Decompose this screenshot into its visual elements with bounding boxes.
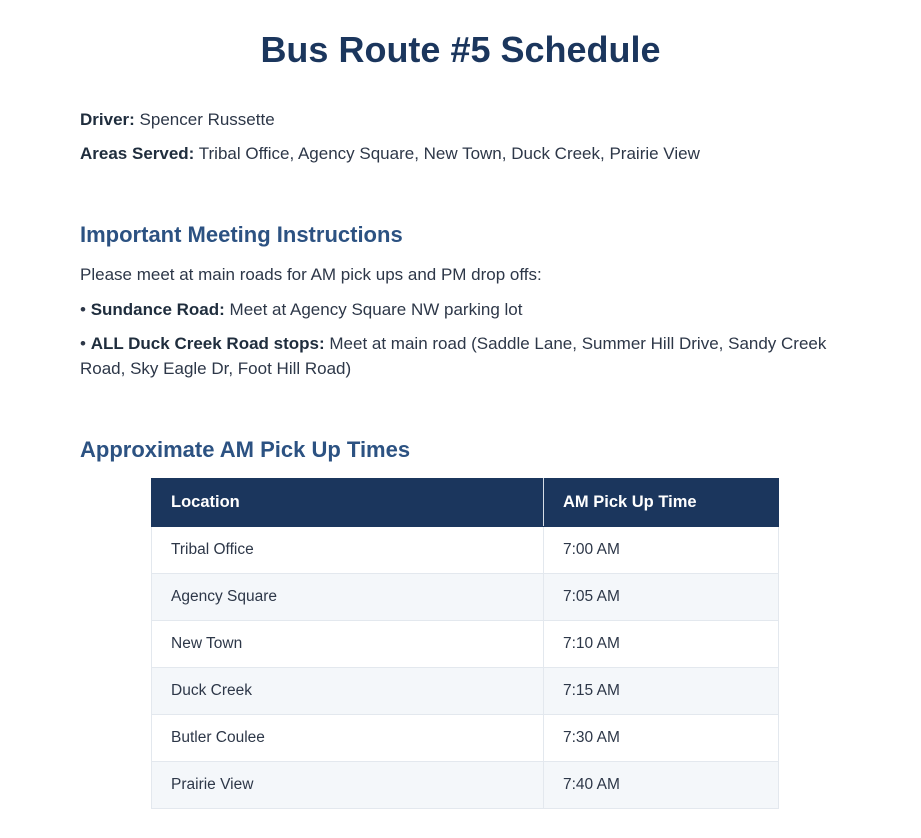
location-cell: Agency Square (152, 574, 544, 621)
pickup-schedule-table (151, 478, 779, 809)
bullet-label: Sundance Road: (90, 300, 225, 319)
time-cell: 7:00 AM (544, 527, 779, 574)
page-title: Bus Route #5 Schedule (260, 29, 661, 70)
bullet-marker: • (80, 300, 91, 319)
time-cell: 7:40 AM (544, 762, 779, 809)
location-cell: Butler Coulee (152, 715, 544, 762)
table-row (152, 715, 779, 762)
time-cell: 7:05 AM (544, 574, 779, 621)
bullet-text: Meet at main road (Saddle Lane, Summer Hill Drive, Sandy Creek Road, Sky Eagle Dr, Foot Hill Road) (80, 334, 827, 378)
table-row (152, 621, 779, 668)
meeting-bullet-sundance (80, 297, 850, 322)
location-cell: Tribal Office (152, 527, 544, 574)
meeting-intro: Please meet at main roads for AM pick ups and PM drop offs: (80, 265, 542, 284)
bullet-text: Meet at Agency Square NW parking lot (224, 300, 523, 319)
areas-served-value: Tribal Office, Agency Square, New Town, Duck Creek, Prairie View (194, 144, 700, 163)
meeting-bullet-duck-creek (80, 331, 850, 381)
time-cell: 7:10 AM (544, 621, 779, 668)
time-cell: 7:15 AM (544, 668, 779, 715)
pickup-times-heading: Approximate AM Pick Up Times (80, 437, 411, 462)
location-cell: Duck Creek (152, 668, 544, 715)
driver-label: Driver: (80, 110, 135, 129)
table-header-row (152, 479, 779, 527)
bullet-marker: • (80, 334, 91, 353)
column-header-location: Location (152, 479, 544, 527)
areas-served-label: Areas Served: (80, 144, 195, 163)
table-row (152, 668, 779, 715)
driver-name: Spencer Russette (134, 110, 275, 129)
areas-served-line (80, 143, 700, 165)
column-header-time: AM Pick Up Time (544, 479, 779, 527)
table-row (152, 574, 779, 621)
bullet-label: ALL Duck Creek Road stops: (90, 334, 325, 353)
table-row (152, 527, 779, 574)
driver-line (80, 109, 275, 131)
location-cell: Prairie View (152, 762, 544, 809)
location-cell: New Town (152, 621, 544, 668)
meeting-instructions-heading: Important Meeting Instructions (80, 222, 403, 247)
table-row (152, 762, 779, 809)
time-cell: 7:30 AM (544, 715, 779, 762)
